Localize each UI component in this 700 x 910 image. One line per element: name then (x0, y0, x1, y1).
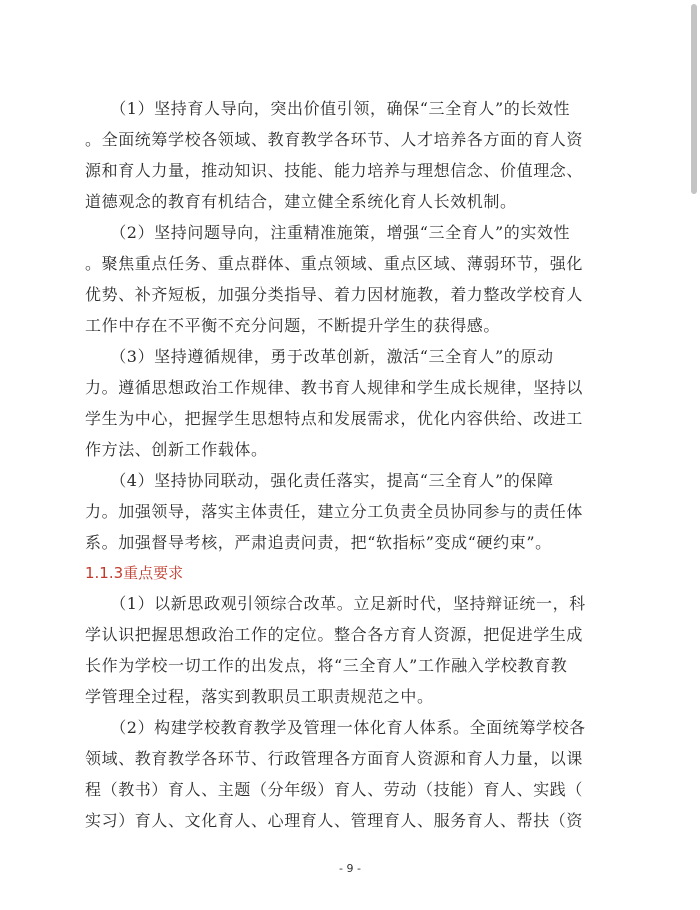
text-line: 。全面统筹学校各领域、教育教学各环节、人才培养各方面的育人资 (85, 130, 584, 149)
text-line: （2）构建学校教育教学及管理一体化育人体系。全面统筹学校各 (85, 718, 586, 737)
text-line: （2）坚持问题导向，注重精准施策，增强“三全育人”的实效性 (85, 223, 571, 242)
text-line: 学认识把握思想政治工作的定位。整合各方育人资源，把促进学生成 (85, 625, 584, 644)
section-heading: 1.1.3重点要求 (85, 564, 184, 582)
text-line: 力。加强领导，落实主体责任，建立分工负责全员协同参与的责任体 (85, 502, 584, 521)
text-line: 。聚焦重点任务、重点群体、重点领域、重点区域、薄弱环节，强化 (85, 254, 584, 273)
text-line: 实习）育人、文化育人、心理育人、管理育人、服务育人、帮扶（资 (85, 811, 584, 830)
text-line: 领域、教育教学各环节、行政管理各方面育人资源和育人力量，以课 (85, 749, 584, 768)
paragraph-5 (85, 588, 609, 712)
paragraph-6 (85, 712, 609, 836)
text-line: 系。加强督导考核，严肃追责问责，把“软指标”变成“硬约束”。 (85, 533, 552, 552)
text-line: （3）坚持遵循规律，勇于改革创新，激活“三全育人”的原动 (85, 347, 554, 366)
text-line: 工作中存在不平衡不充分问题，不断提升学生的获得感。 (85, 316, 501, 335)
text-line: 作方法、创新工作载体。 (85, 440, 268, 459)
paragraph-3 (85, 341, 609, 465)
text-line: 学生为中心，把握学生思想特点和发展需求，优化内容供给、改进工 (85, 409, 584, 428)
text-line: 道德观念的教育有机结合，建立健全系统化育人长效机制。 (85, 192, 517, 211)
text-line: （1）以新思政观引领综合改革。立足新时代，坚持辩证统一，科 (85, 594, 586, 613)
text-line: 长作为学校一切工作的出发点，将“三全育人”工作融入学校教育教 (85, 656, 568, 675)
text-line: 源和育人力量，推动知识、技能、能力培养与理想信念、价值理念、 (85, 161, 584, 180)
text-line: 力。遵循思想政治工作规律、教书育人规律和学生成长规律，坚持以 (85, 378, 584, 397)
paragraph-1 (85, 93, 609, 217)
text-line: （1）坚持育人导向，突出价值引领，确保“三全育人”的长效性 (85, 99, 571, 118)
scrollbar-thumb[interactable] (691, 4, 697, 194)
text-line: （4）坚持协同联动，强化责任落实，提高“三全育人”的保障 (85, 471, 554, 490)
page-number: - 9 - (339, 862, 361, 875)
paragraph-2 (85, 217, 609, 341)
paragraph-4 (85, 465, 609, 558)
text-line: 学管理全过程，落实到教职员工职责规范之中。 (85, 687, 434, 706)
document-body (85, 93, 609, 836)
text-line: 程（教书）育人、主题（分年级）育人、劳动（技能）育人、实践（ (85, 780, 584, 799)
text-line: 优势、补齐短板，加强分类指导、着力因材施教，着力整改学校育人 (85, 285, 584, 304)
vertical-scrollbar[interactable] (690, 0, 698, 910)
